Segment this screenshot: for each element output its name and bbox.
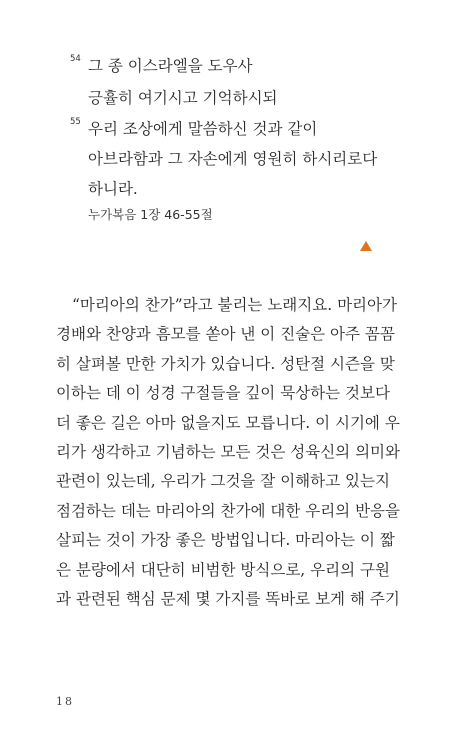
paragraph-line: 리가 생각하고 기념하는 모든 것은 성육신의 의미와 xyxy=(56,442,400,461)
page-number: 18 xyxy=(56,695,74,708)
paragraph-line: 과 관련된 핵심 문제 몇 가지를 똑바로 보게 해 주기 xyxy=(56,589,400,608)
verse-line: 하니라. xyxy=(88,180,138,198)
triangle-marker-icon xyxy=(360,241,372,251)
body-paragraph xyxy=(56,291,400,614)
paragraph-line: 관련이 있는데, 우리가 그것을 잘 이해하고 있는지 xyxy=(56,472,390,491)
paragraph-line: 더 좋은 길은 아마 없을지도 모릅니다. 이 시기에 우 xyxy=(56,413,400,432)
paragraph-line: 이하는 데 이 성경 구절들을 깊이 묵상하는 것보다 xyxy=(56,384,390,403)
paragraph-line: 점검하는 데는 마리아의 찬가에 대한 우리의 반응을 xyxy=(56,501,400,520)
paragraph-line: 경배와 찬양과 흠모를 쏟아 낸 이 진술은 아주 꼼꼼 xyxy=(56,325,395,344)
verse-line: 그 종 이스라엘을 도우사 xyxy=(88,57,253,75)
paragraph-line: 히 살펴볼 만한 가치가 있습니다. 성탄절 시즌을 맞 xyxy=(56,354,395,373)
paragraph-line: 살피는 것이 가장 좋은 방법입니다. 마리아는 이 짧 xyxy=(56,531,395,550)
verse-line: 우리 조상에게 말씀하신 것과 같이 xyxy=(88,120,318,138)
verse-number-55: 55 xyxy=(70,117,81,127)
paragraph-line: “마리아의 찬가”라고 불리는 노래지요. 마리아가 xyxy=(72,296,397,314)
verse-line: 긍휼히 여기시고 기억하시되 xyxy=(88,89,278,107)
verse-line: 아브라함과 그 자손에게 영원히 하시리로다 xyxy=(88,150,378,168)
verse-number-54: 54 xyxy=(70,54,81,64)
scripture-citation: 누가복음 1장 46-55절 xyxy=(88,207,213,222)
paragraph-line: 은 분량에서 대단히 비범한 방식으로, 우리의 구원 xyxy=(56,560,390,579)
